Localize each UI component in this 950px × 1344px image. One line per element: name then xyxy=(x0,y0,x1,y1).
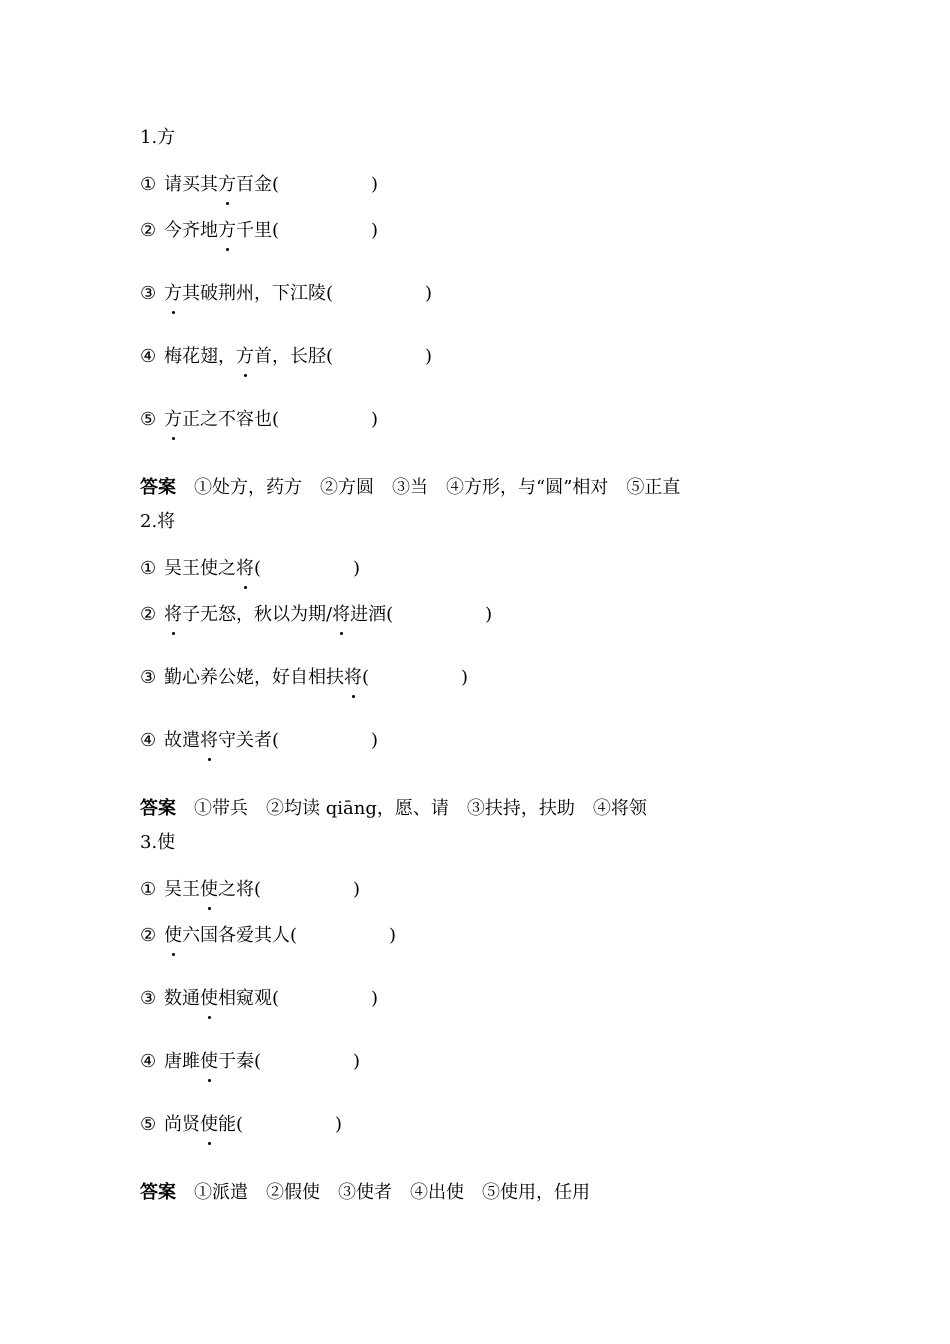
question-item xyxy=(140,1092,820,1155)
item-text-pre: 尚贤 xyxy=(164,1114,200,1135)
answer-part: ④将领 xyxy=(592,798,647,819)
close-paren: ) xyxy=(461,667,469,688)
item-text-pre: 数通 xyxy=(164,988,200,1009)
close-paren: ) xyxy=(371,988,379,1009)
item-number: ③ xyxy=(140,667,157,688)
question-item xyxy=(140,966,820,1029)
section-title: 1.方 xyxy=(140,127,176,148)
section-title: 3.使 xyxy=(140,832,176,853)
item-text-pre: 勤心养公姥，好自相扶 xyxy=(164,667,344,688)
answer-part: ③扶持，扶助 xyxy=(466,798,575,819)
section-shi xyxy=(140,829,820,1215)
close-paren: ) xyxy=(371,409,379,430)
item-text-post: 其破荆州，下江陵( xyxy=(182,283,334,304)
close-paren: ) xyxy=(353,558,361,579)
emphasized-char: 将 xyxy=(164,601,182,629)
item-text-post: 首，长胫( xyxy=(254,346,334,367)
answer-part: ②方圆 xyxy=(320,477,374,498)
question-item xyxy=(140,903,820,966)
item-text-post: 于秦( xyxy=(218,1051,262,1072)
item-text-pre: 请买其 xyxy=(164,174,218,195)
item-text-post: ( xyxy=(362,667,370,688)
document-page xyxy=(140,124,820,1215)
answer-label: 答案 xyxy=(140,1182,176,1203)
item-number: ⑤ xyxy=(140,409,157,430)
item-number: ① xyxy=(140,558,157,579)
answer-part: ④方形，与“圆”相对 xyxy=(446,477,609,498)
close-paren: ) xyxy=(371,220,379,241)
close-paren: ) xyxy=(485,604,493,625)
close-paren: ) xyxy=(371,174,379,195)
item-text-pre: 故遣 xyxy=(164,730,200,751)
question-item xyxy=(140,645,820,708)
item-text-pre: 唐雎 xyxy=(164,1051,200,1072)
question-item xyxy=(140,708,820,771)
emphasized-char: 使 xyxy=(200,1111,218,1139)
item-text-post: 六国各爱其人( xyxy=(182,925,298,946)
emphasized-char: 方 xyxy=(218,217,236,245)
item-number: ② xyxy=(140,925,157,946)
emphasized-char: 使 xyxy=(164,922,182,950)
item-number: ④ xyxy=(140,1051,157,1072)
emphasized-char: 将 xyxy=(236,555,254,583)
emphasized-char: 将 xyxy=(332,601,350,629)
answer-part: ①带兵 xyxy=(194,798,248,819)
item-text-post: 百金( xyxy=(236,174,280,195)
item-text-post: 之将( xyxy=(218,879,262,900)
question-item xyxy=(140,198,820,261)
close-paren: ) xyxy=(425,346,433,367)
emphasized-char: 方 xyxy=(164,280,182,308)
item-number: ⑤ xyxy=(140,1114,157,1135)
close-paren: ) xyxy=(353,1051,361,1072)
question-item xyxy=(140,1029,820,1092)
emphasized-char: 使 xyxy=(200,876,218,904)
answer-line xyxy=(140,450,820,510)
close-paren: ) xyxy=(425,283,433,304)
question-item xyxy=(140,387,820,450)
emphasized-char: 使 xyxy=(200,985,218,1013)
answer-part: ②均读 qiāng，愿、请 xyxy=(266,798,449,819)
item-number: ④ xyxy=(140,730,157,751)
item-number: ① xyxy=(140,174,157,195)
question-item xyxy=(140,536,820,582)
answer-part: ①派遣 xyxy=(194,1182,248,1203)
item-number: ② xyxy=(140,604,157,625)
section-title: 2.将 xyxy=(140,511,176,532)
item-number: ③ xyxy=(140,988,157,1009)
question-item xyxy=(140,582,820,645)
item-text-post: 能( xyxy=(218,1114,244,1135)
item-number: ③ xyxy=(140,283,157,304)
item-text-post: 正之不容也( xyxy=(182,409,280,430)
answer-part: ③当 xyxy=(392,477,428,498)
emphasized-char: 将 xyxy=(200,727,218,755)
answer-part: ⑤正直 xyxy=(626,477,681,498)
item-number: ① xyxy=(140,879,157,900)
section-jiang xyxy=(140,508,820,831)
question-item xyxy=(140,261,820,324)
section-fang xyxy=(140,124,820,510)
item-text-pre: 吴王使之 xyxy=(164,558,236,579)
close-paren: ) xyxy=(335,1114,343,1135)
item-text-post: 守关者( xyxy=(218,730,280,751)
emphasized-char: 使 xyxy=(200,1048,218,1076)
answer-label: 答案 xyxy=(140,798,176,819)
close-paren: ) xyxy=(371,730,379,751)
answer-part: ④出使 xyxy=(410,1182,464,1203)
answer-line xyxy=(140,1155,820,1215)
item-text-pre: 吴王 xyxy=(164,879,200,900)
item-text-post: 子无怒，秋以为期/ xyxy=(182,604,333,625)
item-text-post: ( xyxy=(254,558,262,579)
answer-line xyxy=(140,771,820,831)
question-item xyxy=(140,857,820,903)
item-text-post: 相窥观( xyxy=(218,988,280,1009)
answer-label: 答案 xyxy=(140,477,176,498)
item-number: ④ xyxy=(140,346,157,367)
item-text-pre: 今齐地 xyxy=(164,220,218,241)
answer-part: ③使者 xyxy=(338,1182,392,1203)
close-paren: ) xyxy=(389,925,397,946)
item-text-post: 进酒( xyxy=(350,604,394,625)
item-text-pre: 梅花翅， xyxy=(164,346,236,367)
answer-part: ⑤使用，任用 xyxy=(482,1182,590,1203)
question-item xyxy=(140,152,820,198)
emphasized-char: 方 xyxy=(218,171,236,199)
answer-part: ②假使 xyxy=(266,1182,320,1203)
emphasized-char: 方 xyxy=(236,343,254,371)
emphasized-char: 方 xyxy=(164,406,182,434)
close-paren: ) xyxy=(353,879,361,900)
item-number: ② xyxy=(140,220,157,241)
question-item xyxy=(140,324,820,387)
item-text-post: 千里( xyxy=(236,220,280,241)
answer-part: ①处方，药方 xyxy=(194,477,302,498)
emphasized-char: 将 xyxy=(344,664,362,692)
